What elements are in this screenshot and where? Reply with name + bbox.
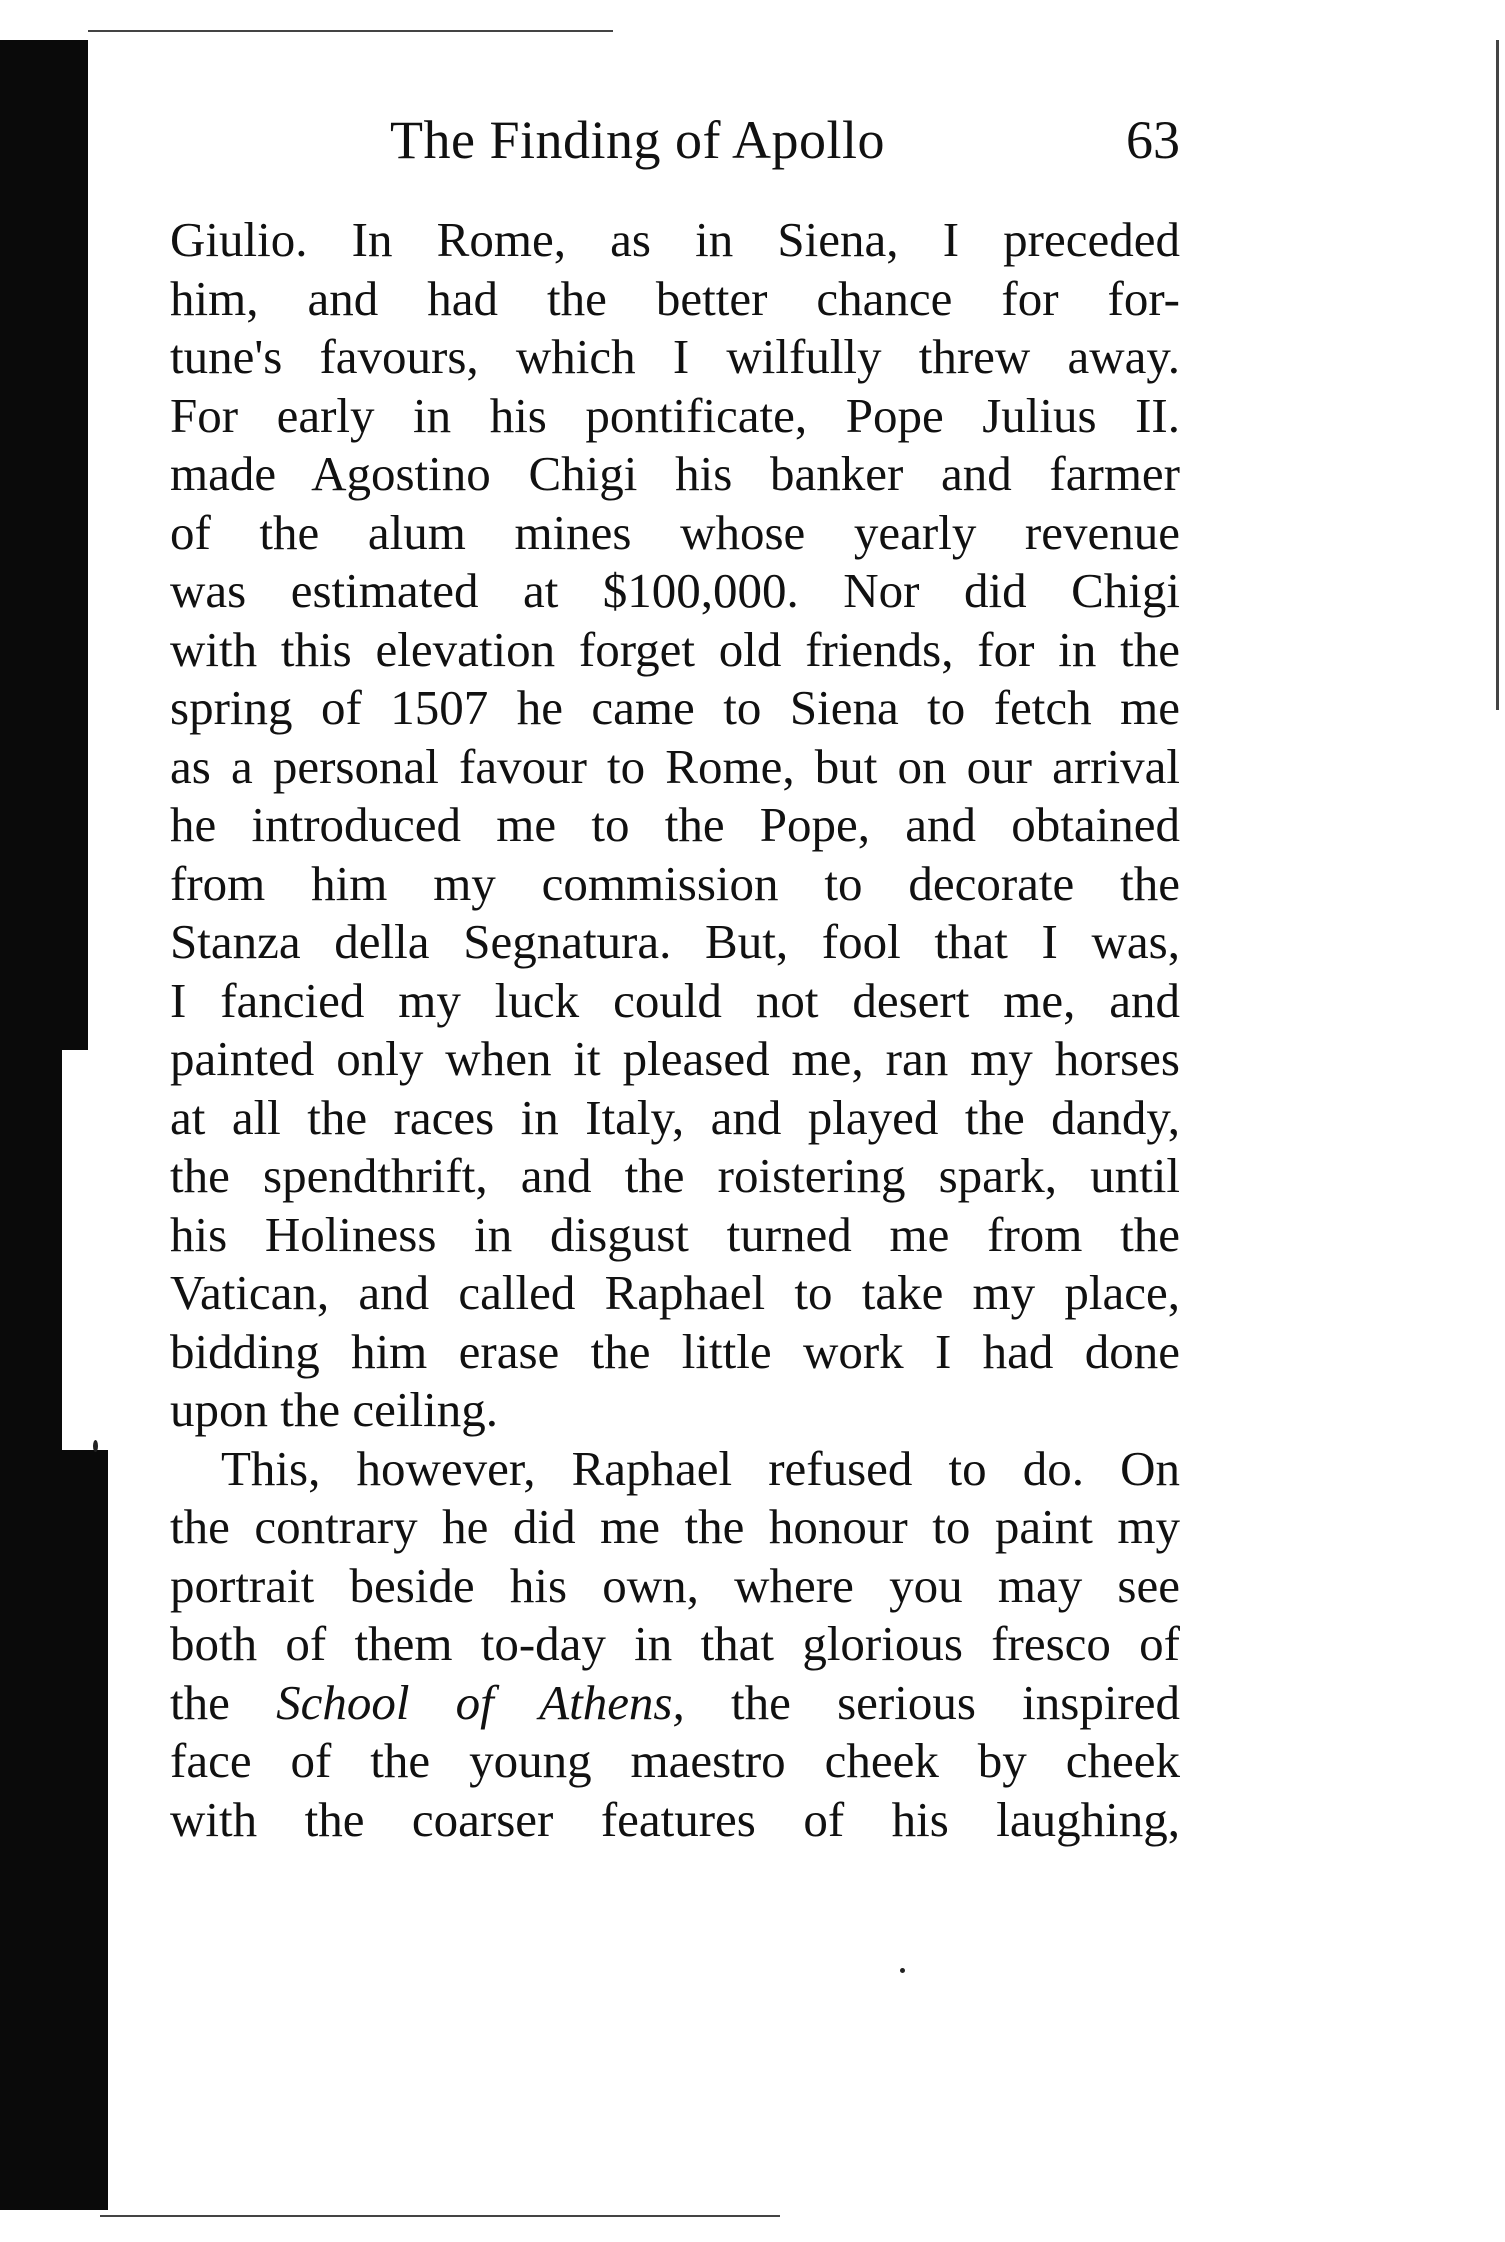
text-line: from him my commission to decorate the [170, 855, 1180, 911]
scan-binding-edge-upper [0, 40, 88, 1050]
text-line: painted only when it pleased me, ran my horses [170, 1031, 1180, 1086]
text-line: For early in his pontificate, Pope Julius II. [170, 387, 1180, 443]
top-page-rule [88, 30, 613, 32]
scan-binding-edge-mid [0, 1050, 62, 1450]
bottom-page-rule [100, 2215, 780, 2217]
text-line: I fancied my luck could not desert me, and [170, 972, 1180, 1028]
right-page-rule [1496, 40, 1499, 710]
text-line: was estimated at $100,000. Nor did Chigi [170, 563, 1180, 618]
italic-title-school-of-athens: School of Athens, [276, 1674, 685, 1730]
margin-speck [93, 1440, 98, 1452]
paragraph-start-line: This, however, Raphael refused to do. On [221, 1440, 1180, 1496]
text-line: Vatican, and called Raphael to take my place, [170, 1265, 1180, 1320]
text-line: he introduced me to the Pope, and obtained [170, 797, 1180, 852]
body-text [170, 211, 1180, 1849]
paragraph-end-line: upon the ceiling. [170, 1382, 498, 1437]
page-header [170, 100, 1180, 180]
page-speck [900, 1968, 905, 1973]
text-line: as a personal favour to Rome, but on our arrival [170, 738, 1180, 794]
text-line: of the alum mines whose yearly revenue [170, 504, 1180, 560]
text-line: bidding him erase the little work I had done [170, 1323, 1180, 1379]
text-line: with the coarser features of his laughing, [170, 1791, 1180, 1847]
running-title: The Finding of Apollo [390, 110, 885, 170]
text-line: portrait beside his own, where you may see [170, 1557, 1180, 1613]
text-line: Stanza della Segnatura. But, fool that I was, [170, 914, 1180, 969]
text-line: with this elevation forget old friends, for in the [170, 621, 1180, 677]
text-line: spring of 1507 he came to Siena to fetch me [170, 680, 1180, 735]
text-line: the spendthrift, and the roistering spark, until [170, 1148, 1180, 1203]
text-line: made Agostino Chigi his banker and farmer [170, 446, 1180, 501]
text-line: at all the races in Italy, and played the dandy, [170, 1089, 1180, 1145]
text-line-with-italic [170, 1674, 1180, 1733]
text-line: tune's favours, which I wilfully threw away. [170, 329, 1180, 384]
text-line: the contrary he did me the honour to paint my [170, 1499, 1180, 1554]
scan-binding-edge-lower [0, 1450, 108, 2210]
text-line: Giulio. In Rome, as in Siena, I preceded [170, 212, 1180, 267]
text-line: both of them to-day in that glorious fresco of [170, 1616, 1180, 1671]
text-segment: the [170, 1674, 277, 1730]
text-line: him, and had the better chance for for- [170, 270, 1180, 326]
text-line: face of the young maestro cheek by cheek [170, 1733, 1180, 1788]
page-number: 63 [1126, 110, 1180, 170]
text-line: his Holiness in disgust turned me from the [170, 1206, 1180, 1262]
text-segment: the serious inspired [684, 1674, 1180, 1730]
